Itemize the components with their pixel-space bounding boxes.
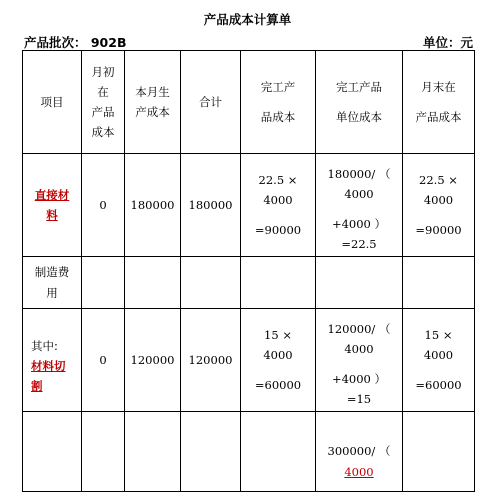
direct-material-label: 直接材 料 — [23, 154, 82, 257]
material-cutting-label: 其中: 材料切 割 — [23, 309, 82, 412]
partial-unit-cost: 300000/ （ 4000 — [316, 412, 403, 492]
direct-material-finished: 22.5 × 4000 =90000 — [241, 154, 316, 257]
header-unit-cost: 完工产品 单位成本 — [316, 51, 403, 154]
overhead-current — [125, 257, 181, 309]
header-current: 本月生 产成本 — [125, 51, 181, 154]
cost-table — [22, 50, 475, 492]
direct-material-begin: 0 — [82, 154, 125, 257]
partial-end — [403, 412, 475, 492]
overhead-end — [403, 257, 475, 309]
unit-label: 单位：元 — [422, 35, 473, 50]
overhead-label: 制造费 用 — [23, 257, 82, 309]
material-cutting-total: 120000 — [181, 309, 241, 412]
header-total: 合计 — [181, 51, 241, 154]
row-direct-material — [23, 154, 475, 257]
overhead-total — [181, 257, 241, 309]
overhead-finished — [241, 257, 316, 309]
row-partial — [23, 412, 475, 492]
partial-finished — [241, 412, 316, 492]
row-material-cutting — [23, 309, 475, 412]
header-begin: 月初 在 产品 成本 — [82, 51, 125, 154]
header-row — [23, 51, 475, 154]
partial-begin — [82, 412, 125, 492]
material-cutting-begin: 0 — [82, 309, 125, 412]
partial-label — [23, 412, 82, 492]
material-cutting-end: 15 × 4000 =60000 — [403, 309, 475, 412]
direct-material-end: 22.5 × 4000 =90000 — [403, 154, 475, 257]
header-end: 月末在 产品成本 — [403, 51, 475, 154]
material-cutting-finished: 15 × 4000 =60000 — [241, 309, 316, 412]
material-cutting-current: 120000 — [125, 309, 181, 412]
header-finished: 完工产 品成本 — [241, 51, 316, 154]
partial-total — [181, 412, 241, 492]
material-cutting-unit-cost: 120000/ （ 4000 +4000 ） =15 — [316, 309, 403, 412]
row-overhead — [23, 257, 475, 309]
partial-current — [125, 412, 181, 492]
overhead-unit-cost — [316, 257, 403, 309]
batch-label: 产品批次： 902B — [24, 35, 127, 50]
page-title: 产品成本计算单 — [203, 12, 292, 27]
header-item: 项目 — [23, 51, 82, 154]
direct-material-unit-cost: 180000/ （ 4000 +4000 ） =22.5 — [316, 154, 403, 257]
direct-material-total: 180000 — [181, 154, 241, 257]
direct-material-current: 180000 — [125, 154, 181, 257]
overhead-begin — [82, 257, 125, 309]
